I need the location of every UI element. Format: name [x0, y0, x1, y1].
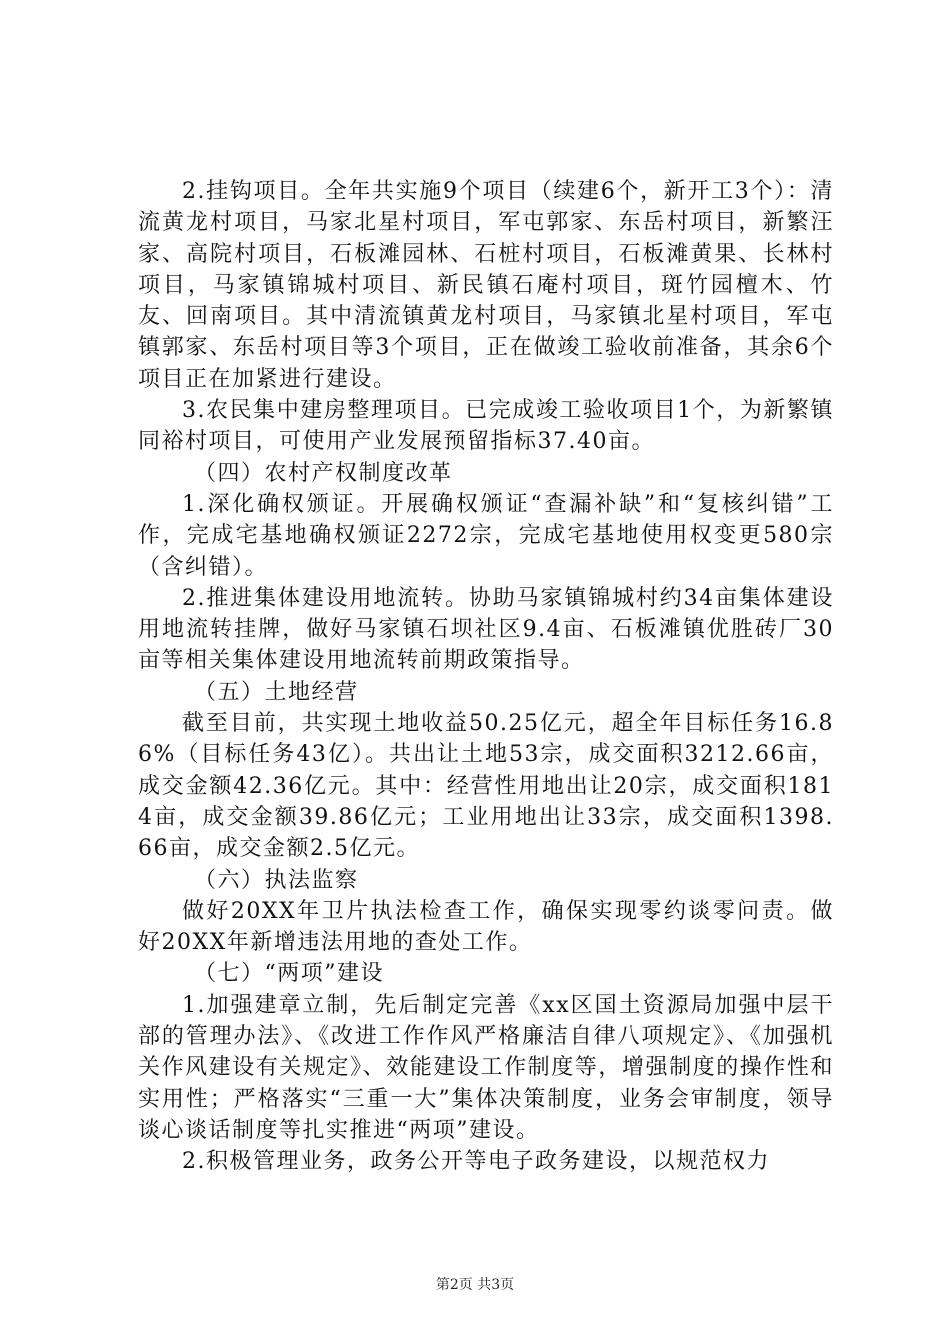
paragraph-land-transfer: 2.推进集体建设用地流转。协助马家镇锦城村约34亩集体建设用地流转挂牌，做好马家镇石坝社区9.4亩、石板滩镇优胜砖厂30亩等相关集体建设用地流转前期政策指导。 [138, 585, 834, 674]
paragraph-enforcement-work: 做好20XX年卫片执法检查工作，确保实现零约谈零问责。做好20XX年新增违法用地的查处工作。 [138, 898, 834, 956]
paragraph-certification: 1.深化确权颁证。开展确权颁证“查漏补缺”和“复核纠错”工作，完成宅基地确权颁证2272宗，完成宅基地使用权变更580宗（含纠错）。 [138, 491, 834, 580]
paragraph-rules-system: 1.加强建章立制，先后制定完善《xx区国土资源局加强中层干部的管理办法》、《改进工作作风严格廉洁自律八项规定》、《加强机关作风建设有关规定》、效能建设工作制度等，增强制度的操作性和实用性；严格落实“三重一大”集体决策制度，业务会审制度，领导谈心谈话制度等扎实推进“两项”建设。 [138, 992, 834, 1143]
page-number-footer: 第2页 共3页 [435, 1277, 515, 1293]
section-heading-land-operation: （五）土地经营 [194, 679, 359, 705]
section-heading-law-enforcement: （六）执法监察 [194, 867, 359, 893]
paragraph-hook-projects: 2.挂钩项目。全年共实施9个项目（续建6个，新开工3个）：清流黄龙村项目，马家北星村项目，军屯郭家、东岳村项目，新繁汪家、高院村项目，石板滩园林、石桩村项目，石板滩黄果、长林村项目，马家镇锦城村项目、新民镇石庵村项目，斑竹园檀木、竹友、回南项目。其中清流镇黄龙村项目，马家镇北星村项目，军屯镇郭家、东岳村项目等3个项目，正在做竣工验收前准备，其余6个项目正在加紧进行建设。 [138, 179, 834, 392]
paragraph-e-government: 2.积极管理业务，政务公开等电子政务建设，以规范权力 [182, 1149, 770, 1175]
paragraph-farmer-housing-project: 3.农民集中建房整理项目。已完成竣工验收项目1个，为新繁镇同裕村项目，可使用产业发展预留指标37.40亩。 [138, 398, 834, 455]
document-body [138, 176, 834, 1178]
paragraph-land-revenue: 截至目前，共实现土地收益50.25亿元，超全年目标任务16.86%（目标任务43亿）。共出让土地53宗，成交面积3212.66亩，成交金额42.36亿元。其中：经营性用地出让20宗，成交面积1814亩，成交金额39.86亿元；工业用地出让33宗，成交面积1398.66亩，成交金额2.5亿元。 [138, 711, 834, 862]
section-heading-property-rights-reform: （四）农村产权制度改革 [194, 460, 453, 486]
section-heading-two-items: （七）“两项”建设 [194, 961, 384, 987]
